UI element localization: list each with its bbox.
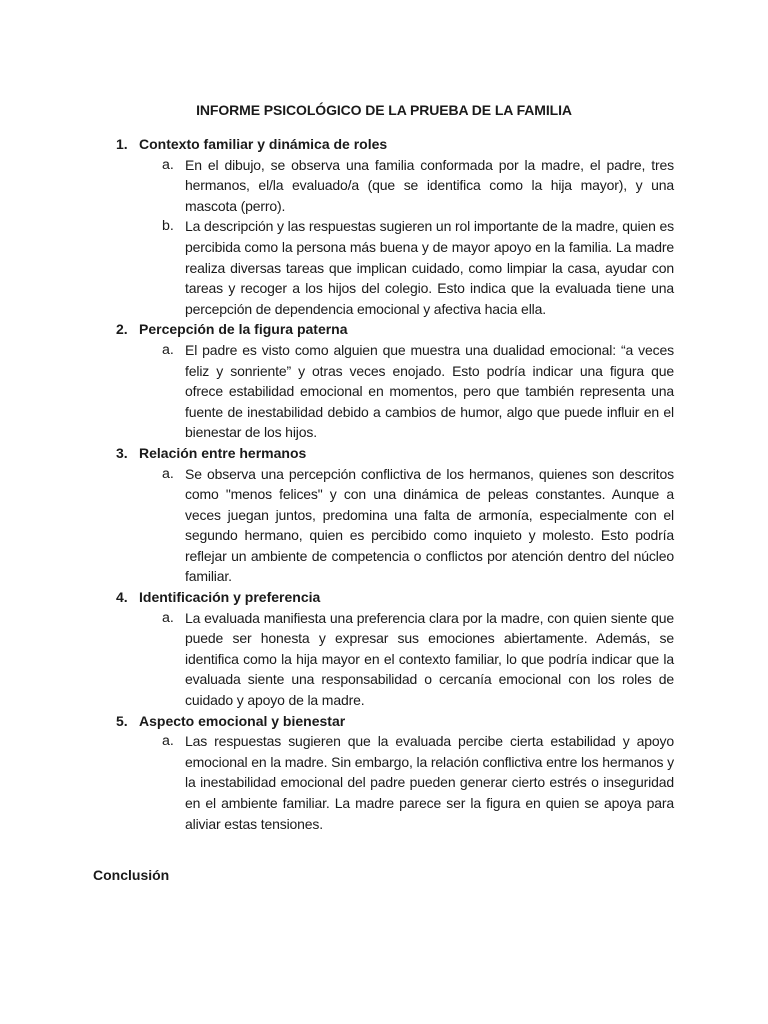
section-number: 4. <box>116 589 128 606</box>
section-3 <box>0 443 768 587</box>
list-item <box>0 731 674 834</box>
item-letter: a. <box>162 465 174 482</box>
item-paragraph: Las respuestas sugieren que la evaluada percibe cierta estabilidad y apoyo emocional en la madre. Sin embargo, la relación conflictiva entre los hermanos y la inestabilidad emocional del padre pueden generar cierto estrés o inseguridad en el ambiente familiar. La madre parece ser la figura en quien se apoya para aliviar estas tensiones. <box>185 733 674 832</box>
section-heading <box>0 319 768 340</box>
item-paragraph: En el dibujo, se observa una familia conformada por la madre, el padre, tres hermanos, el/la evaluado/a (que se identifica como la hija mayor), y una mascota (perro). <box>185 156 674 214</box>
list-item <box>0 464 674 588</box>
item-paragraph: El padre es visto como alguien que muestra una dualidad emocional: “a veces feliz y sonriente” y otras veces enojado. Esto podría indicar una figura que ofrece estabilidad emocional en momentos, pero que también representa una fuente de inestabilidad debido a cambios de humor, algo que puede influir en el bienestar de los hijos. <box>185 341 674 441</box>
section-heading-text: Contexto familiar y dinámica de roles <box>139 136 388 152</box>
item-paragraph: La descripción y las respuestas sugieren un rol importante de la madre, quien es percibida como la persona más buena y de mayor apoyo en la familia. La madre realiza diversas tareas que implican cuidado, como limpiar la casa, ayudar con tareas y recoger a los hijos del colegio. Esto indica que la evaluada tiene una percepción de dependencia emocional y afectiva hacia ella. <box>185 218 674 317</box>
section-heading <box>0 134 768 155</box>
section-number: 1. <box>116 136 128 152</box>
list-item <box>0 340 674 443</box>
report-title: INFORME PSICOLÓGICO DE LA PRUEBA DE LA FAMILIA <box>196 102 572 118</box>
report-sections <box>0 134 768 834</box>
list-item <box>0 155 674 217</box>
item-paragraph: Se observa una percepción conflictiva de los hermanos, quienes son descritos como "menos felices" y con una dinámica de peleas constantes. Aunque a veces juegan juntos, predomina una falta de armonía, especialmente con el segundo hermano, quien es percibido como inquieto y molesto. Esto podría reflejar un ambiente de competencia o conflictos por atención dentro del núcleo familiar. <box>185 465 674 585</box>
list-item <box>0 216 674 319</box>
section-heading-text: Relación entre hermanos <box>139 444 307 461</box>
item-letter: a. <box>162 156 174 173</box>
section-heading <box>0 443 768 464</box>
item-letter: b. <box>162 218 174 235</box>
item-paragraph: La evaluada manifiesta una preferencia clara por la madre, con quien siente que puede ser honesta y expresar sus emociones abiertamente. Además, se identifica como la hija mayor en el contexto familiar, lo que podría indicar que la evaluada siente una responsabilidad o cercanía emocional con los roles de cuidado y apoyo de la madre. <box>185 609 674 709</box>
list-item <box>0 608 674 711</box>
section-4 <box>0 587 768 711</box>
section-1 <box>0 134 768 319</box>
section-heading-text: Identificación y preferencia <box>139 589 321 606</box>
conclusion-heading: Conclusión <box>93 867 170 883</box>
section-number: 3. <box>116 444 128 461</box>
section-number: 5. <box>116 712 128 729</box>
section-heading-text: Percepción de la figura paterna <box>139 321 348 338</box>
section-number: 2. <box>116 321 128 338</box>
section-2 <box>0 319 768 443</box>
section-heading <box>0 711 768 732</box>
item-letter: a. <box>162 609 174 626</box>
section-heading-text: Aspecto emocional y bienestar <box>139 712 346 729</box>
item-letter: a. <box>162 341 174 358</box>
section-5 <box>0 711 768 835</box>
item-letter: a. <box>162 733 174 750</box>
section-heading <box>0 587 768 608</box>
